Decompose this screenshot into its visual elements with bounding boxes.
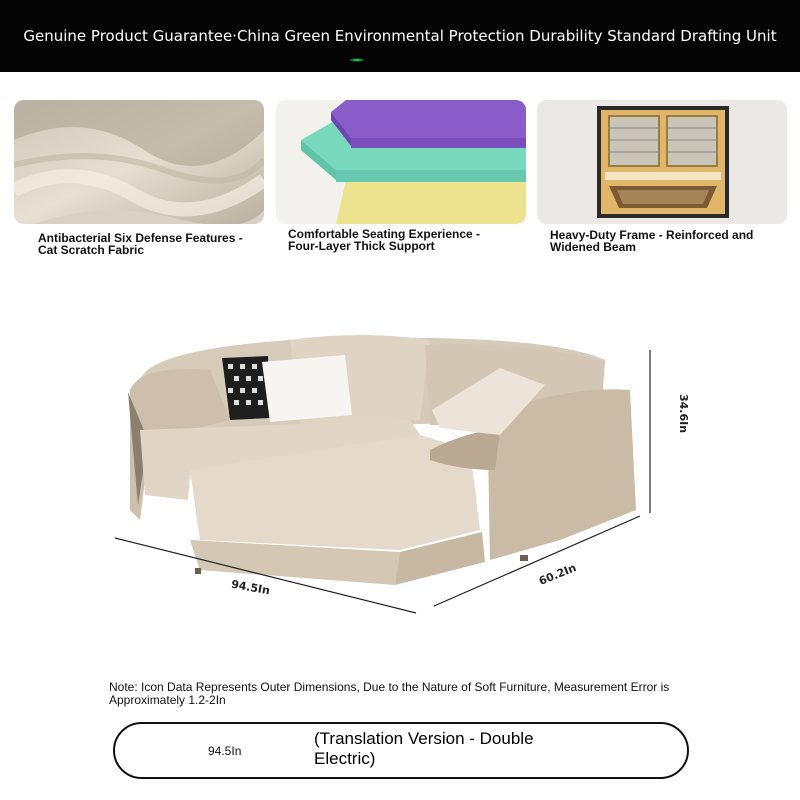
height-dimension-label: 34.6In — [677, 393, 691, 434]
spec-pill — [113, 722, 689, 779]
depth-dimension-label: 60.2In — [536, 561, 579, 588]
width-dimension-label: 94.5In — [230, 577, 271, 598]
foam-image — [276, 100, 526, 224]
frame-image — [537, 100, 787, 224]
feature-caption-fabric: Antibacterial Six Defense Features - Cat Scratch Fabric — [38, 231, 243, 257]
fabric-image — [14, 100, 264, 224]
feature-caption-foam: Comfortable Seating Experience - Four-Layer Thick Support — [288, 227, 481, 253]
spec-pill-size: 94.5In — [208, 744, 242, 758]
spec-pill-version: (Translation Version - Double Electric) — [314, 729, 534, 768]
banner-glow — [348, 58, 366, 62]
feature-caption-frame: Heavy-Duty Frame - Reinforced and Widened Beam — [550, 228, 754, 254]
top-banner — [0, 0, 800, 72]
banner-text: Genuine Product Guarantee·China Green Environmental Protection Durability Standard Drafting Unit — [23, 27, 777, 45]
sofa-illustration — [0, 300, 800, 630]
measurement-note: Note: Icon Data Represents Outer Dimensions, Due to the Nature of Soft Furniture, Measurement Error is Approximately 1.2-2In — [109, 680, 670, 707]
